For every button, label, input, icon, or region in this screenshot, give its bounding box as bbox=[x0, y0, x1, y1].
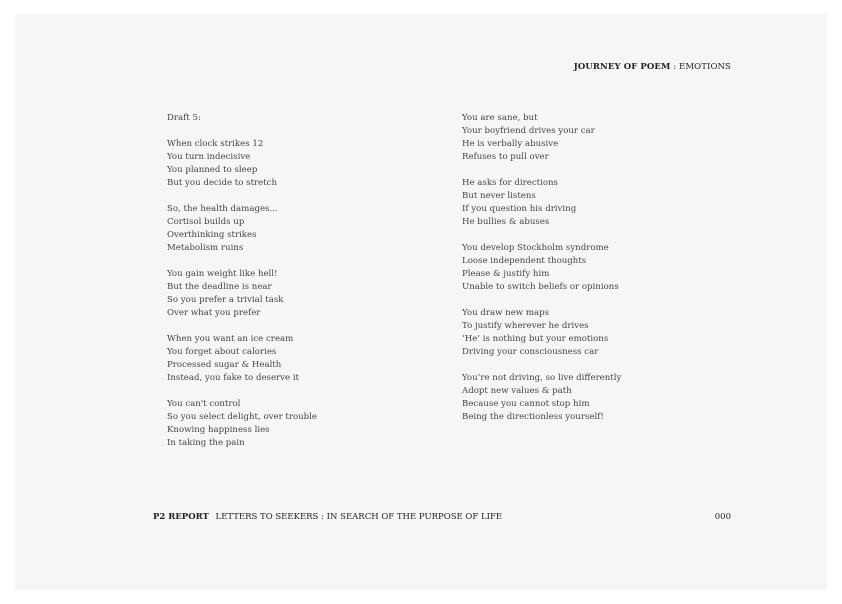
poem-line: Being the directionless yourself! bbox=[462, 412, 604, 422]
poem-line: In taking the pain bbox=[167, 438, 245, 448]
stanza bbox=[167, 333, 317, 385]
stanza bbox=[462, 307, 621, 359]
poem-line: But you decide to stretch bbox=[167, 178, 278, 188]
poem-line: Overthinking strikes bbox=[167, 230, 257, 240]
poem-left-column bbox=[167, 112, 317, 463]
poem-line: You forget about calories bbox=[167, 347, 277, 357]
poem-line: Cortisol builds up bbox=[167, 217, 245, 227]
stanza bbox=[167, 203, 317, 255]
header-title: JOURNEY OF POEM bbox=[573, 62, 671, 72]
page-header bbox=[574, 62, 731, 72]
poem-line: ‘He’ is nothing but your emotions bbox=[462, 334, 609, 344]
footer-report-label: P2 REPORT bbox=[153, 512, 209, 522]
page-footer bbox=[153, 512, 502, 522]
poem-line: If you question his driving bbox=[462, 204, 577, 214]
poem-line: Instead, you fake to deserve it bbox=[167, 373, 300, 383]
poem-line: Knowing happiness lies bbox=[167, 425, 270, 435]
poem-line: Adopt new values & path bbox=[462, 386, 572, 396]
poem-line: But the deadline is near bbox=[167, 282, 272, 292]
stanza bbox=[167, 398, 317, 450]
poem-line: Because you cannot stop him bbox=[462, 399, 590, 409]
stanza bbox=[167, 138, 317, 190]
poem-right-column bbox=[462, 112, 621, 437]
page-number: 000 bbox=[714, 512, 731, 522]
stanza bbox=[462, 242, 621, 294]
poem-line: Metabolism ruins bbox=[167, 243, 244, 253]
poem-line: He is verbally abusive bbox=[462, 139, 559, 149]
poem-line: Processed sugar & Health bbox=[167, 360, 282, 370]
poem-line: So you prefer a trivial task bbox=[167, 295, 284, 305]
poem-line: So you select delight, over trouble bbox=[167, 412, 318, 422]
poem-line: You can't control bbox=[167, 399, 241, 409]
header-subtitle: : EMOTIONS bbox=[670, 62, 731, 72]
poem-line: When you want an ice cream bbox=[167, 334, 294, 344]
poem-line: You planned to sleep bbox=[167, 165, 258, 175]
poem-line: You develop Stockholm syndrome bbox=[462, 243, 609, 253]
footer-title: LETTERS TO SEEKERS : IN SEARCH OF THE PURPOSE OF LIFE bbox=[215, 512, 503, 522]
poem-line: He asks for directions bbox=[462, 178, 558, 188]
poem-line: When clock strikes 12 bbox=[167, 139, 264, 149]
stanza bbox=[462, 112, 621, 164]
poem-line: You’re not driving, so live differently bbox=[462, 373, 622, 383]
poem-line: He bullies & abuses bbox=[462, 217, 550, 227]
poem-line: Driving your consciousness car bbox=[462, 347, 599, 357]
stanza bbox=[462, 177, 621, 229]
stanza bbox=[167, 268, 317, 320]
poem-line: Loose independent thoughts bbox=[462, 256, 587, 266]
poem-line: You turn indecisive bbox=[167, 152, 251, 162]
poem-line: Please & justify him bbox=[462, 269, 550, 279]
poem-line: You are sane, but bbox=[462, 113, 538, 123]
poem-line: To justify wherever he drives bbox=[462, 321, 589, 331]
poem-line: But never listens bbox=[462, 191, 536, 201]
poem-line: Your boyfriend drives your car bbox=[462, 126, 595, 136]
poem-line: Over what you prefer bbox=[167, 308, 261, 318]
poem-line: Unable to switch beliefs or opinions bbox=[462, 282, 619, 292]
stanza bbox=[462, 372, 621, 424]
poem-line: Refuses to pull over bbox=[462, 152, 549, 162]
poem-line: So, the health damages... bbox=[167, 204, 278, 214]
draft-label: Draft 5: bbox=[167, 113, 201, 123]
page-sheet bbox=[15, 14, 827, 590]
poem-line: You draw new maps bbox=[462, 308, 550, 318]
poem-line: You gain weight like hell! bbox=[167, 269, 278, 279]
